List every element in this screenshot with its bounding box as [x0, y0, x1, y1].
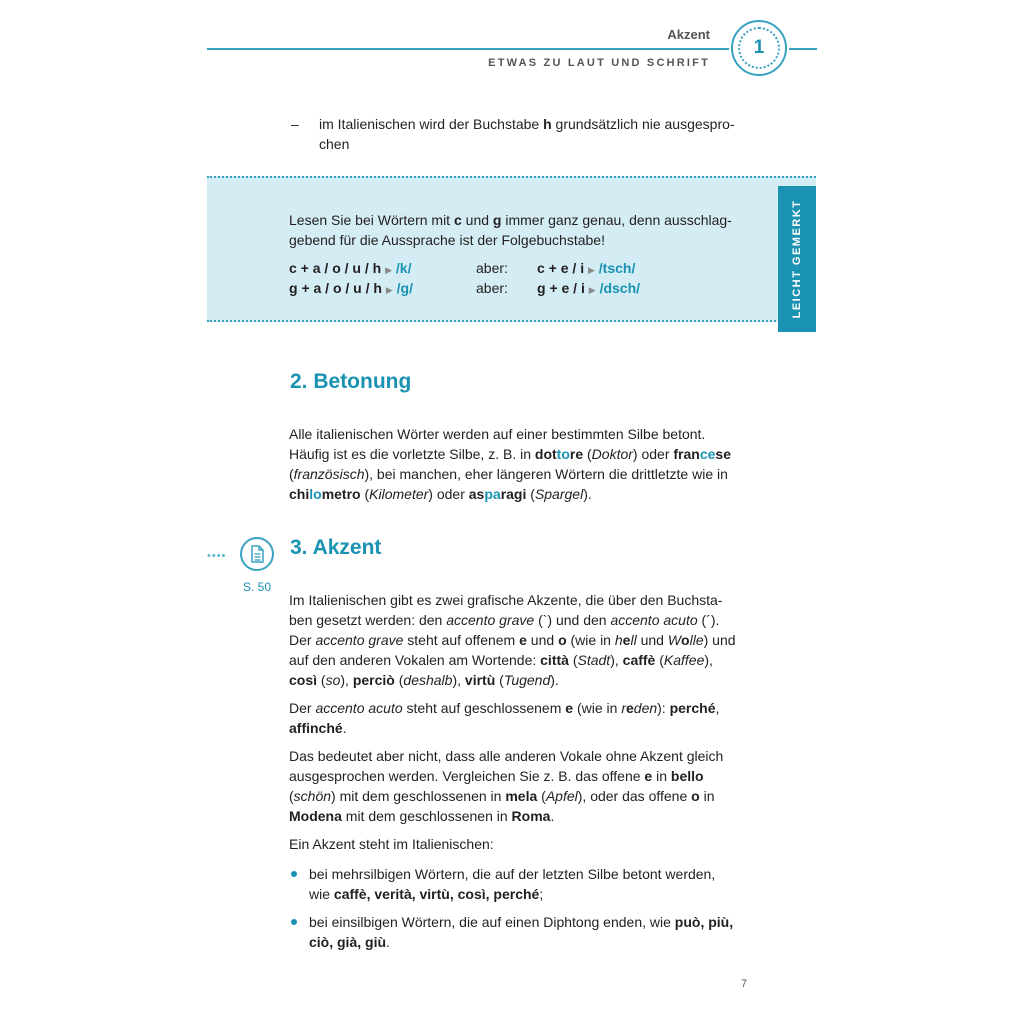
arrow-right-icon: ▶	[385, 265, 393, 275]
tip-rule-row-c-right: c + e / i ▶ /tsch/	[537, 260, 636, 276]
section-heading-betonung: 2. Betonung	[290, 370, 412, 393]
header-rule	[207, 48, 729, 50]
akzent-paragraph-2: Der accento acuto steht auf geschlossenem e (wie in reden): perché, affinché.	[289, 700, 720, 736]
list-item: bei mehrsilbigen Wörtern, die auf der letzten Silbe betont werden, wie caffè, verità, virtù, così, perché;	[289, 864, 759, 904]
document-icon-glyph	[249, 545, 265, 563]
betonung-paragraph: Alle italienischen Wörter werden auf einer bestimmten Silbe betont. Häufig ist es die vorletzte Silbe, z. B. in dottore (Doktor) oder francese (französisch), bei manchen, eher längeren Wörtern die drittletzte wie in chilometro (Kilometer) oder asparagi (Spargel).	[289, 426, 731, 502]
arrow-right-icon: ▶	[385, 285, 393, 295]
akzent-paragraph-4: Ein Akzent steht im Italienischen:	[289, 836, 494, 852]
running-title: Akzent	[667, 27, 710, 42]
tip-rule-row-c: c + a / o / u / h ▶ /k/	[289, 260, 412, 276]
reference-page[interactable]: S. 50	[243, 580, 272, 594]
running-subtitle: ETWAS ZU LAUT UND SCHRIFT	[488, 57, 710, 69]
list-item: bei einsilbigen Wörtern, die auf einen Diphtong enden, wie può, più, ciò, già, giù.	[289, 912, 759, 952]
tip-box-text: Lesen Sie bei Wörtern mit c und g immer ganz genau, denn ausschlag- gebend für die Aussprache ist der Folgebuchstabe!	[289, 212, 732, 248]
akzent-list	[289, 864, 759, 960]
bullet-icon	[291, 919, 297, 925]
intro-dash: –	[291, 116, 299, 132]
arrow-right-icon: ▶	[587, 265, 595, 275]
chapter-badge	[731, 20, 787, 76]
tip-rule-row-g: g + a / o / u / h ▶ /g/	[289, 280, 414, 296]
akzent-paragraph-3: Das bedeutet aber nicht, dass alle anderen Vokale ohne Akzent gleich ausgesprochen werden. Vergleichen Sie z. B. das offene e in bello (schön) mit dem geschlossenen in mela (Apfel), oder das offene o in Modena mit dem geschlossenen in Roma.	[289, 748, 724, 824]
header-rule-right	[789, 48, 817, 50]
chapter-number: 1	[738, 27, 780, 69]
page-number: 7	[741, 978, 748, 990]
reference-dots: ••••	[207, 550, 227, 562]
document-icon[interactable]	[240, 537, 274, 571]
intro-item: im Italienischen wird der Buchstabe h grundsätzlich nie ausgespro- chen	[319, 116, 735, 152]
section-heading-akzent: 3. Akzent	[290, 536, 382, 559]
tip-box-tab-label: LEICHT GEMERKT	[791, 199, 803, 319]
bullet-icon	[291, 871, 297, 877]
tip-rule-aber-c: aber:	[476, 260, 508, 276]
tip-rule-aber-g: aber:	[476, 280, 508, 296]
akzent-paragraph-1: Im Italienischen gibt es zwei grafische Akzente, die über den Buchsta- ben gesetzt werden: den accento grave (`) und den accento acuto (´). Der accento grave steht auf offenem e und o (wie in hell und Wolle) und auf den anderen Vokalen am Wortende: città (Stadt), caffè (Kaffee), così (so), perciò (deshalb), virtù (Tugend).	[289, 592, 736, 688]
tip-rule-row-g-right: g + e / i ▶ /dsch/	[537, 280, 641, 296]
tip-box-tab	[778, 186, 816, 332]
arrow-right-icon: ▶	[588, 285, 596, 295]
